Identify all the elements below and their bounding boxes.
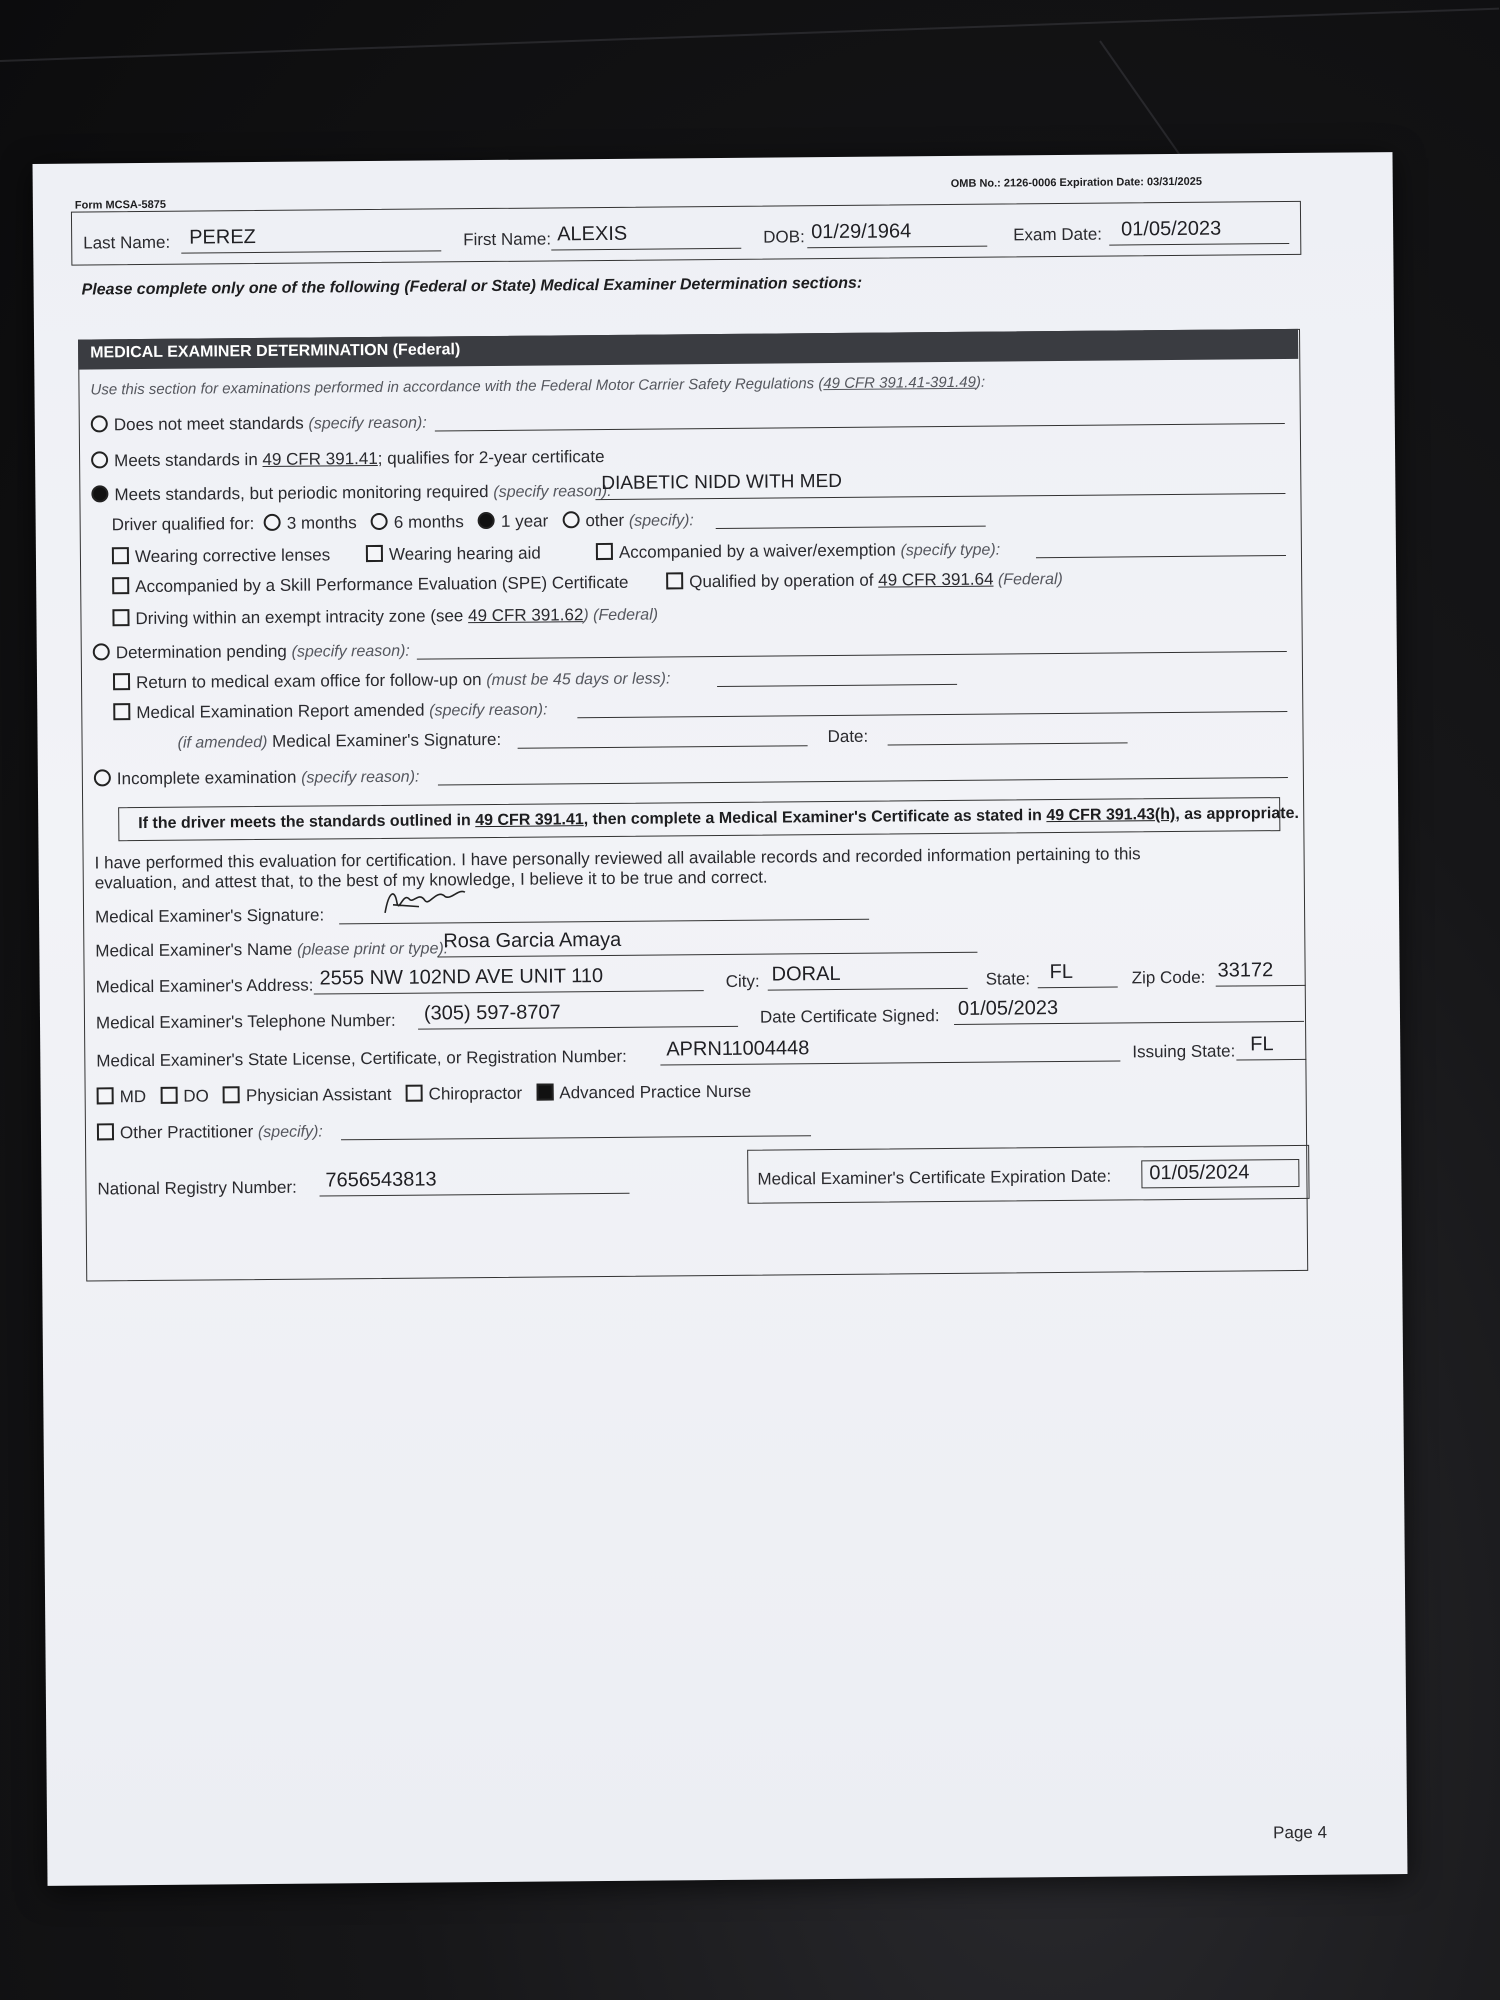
opt-pending[interactable] bbox=[93, 641, 410, 664]
type-other: Other Practitioner bbox=[119, 1122, 254, 1143]
page-number: Page 4 bbox=[1273, 1822, 1328, 1843]
notice-b: , then complete a Medical Examiner's Certificate as stated in bbox=[583, 807, 1047, 829]
attest-line-2: evaluation, and attest that, to the best of my knowledge, I believe it to be true and correct. bbox=[94, 867, 768, 893]
type-chiro: Chiropractor bbox=[428, 1083, 523, 1104]
instruction-text: Please complete only one of the following (Federal or State) Medical Examiner Determination sections: bbox=[81, 274, 863, 299]
name-hint: (please print or type): bbox=[296, 940, 449, 959]
examiner-signature bbox=[379, 882, 469, 923]
issuing-value[interactable]: FL bbox=[1250, 1033, 1274, 1056]
opt-periodic-label: Meets standards, but periodic monitoring required bbox=[114, 481, 489, 505]
radio-icon[interactable] bbox=[93, 643, 110, 660]
phone-label: Medical Examiner's Telephone Number: bbox=[95, 1010, 396, 1033]
checkbox-icon[interactable] bbox=[596, 543, 613, 560]
form-id: Form MCSA-5875 bbox=[74, 198, 167, 212]
radio-selected-icon[interactable] bbox=[91, 485, 108, 502]
notice-c: , as appropriate. bbox=[1175, 804, 1299, 824]
opt-not-meet[interactable] bbox=[91, 413, 427, 436]
address-label: Medical Examiner's Address: bbox=[95, 975, 314, 997]
checkbox-icon[interactable] bbox=[223, 1086, 240, 1103]
federal-note: (Federal) bbox=[993, 570, 1063, 589]
checkbox-icon[interactable] bbox=[97, 1123, 114, 1140]
cfr-link[interactable]: 49 CFR 391.41 bbox=[262, 448, 378, 469]
form-page bbox=[33, 152, 1408, 1886]
q-3-months: 3 months bbox=[286, 513, 357, 533]
issuing-label: Issuing State: bbox=[1132, 1041, 1236, 1062]
license-value[interactable]: APRN11004448 bbox=[666, 1037, 810, 1061]
cfr-link[interactable]: 49 CFR 391.41 bbox=[475, 811, 584, 830]
zip-value[interactable]: 33172 bbox=[1217, 959, 1274, 982]
type-md: MD bbox=[119, 1087, 147, 1107]
amended-date-label: Date: bbox=[827, 726, 869, 747]
radio-icon[interactable] bbox=[91, 451, 108, 468]
checkbox-icon[interactable] bbox=[160, 1087, 177, 1104]
intracity-label: Driving within an exempt intracity zone (see bbox=[135, 606, 469, 629]
must-45: (must be 45 days or less): bbox=[486, 670, 671, 690]
q-6-months: 6 months bbox=[393, 512, 464, 532]
cfr-link[interactable]: 49 CFR 391.41-391.49 bbox=[823, 373, 976, 393]
state-value[interactable]: FL bbox=[1049, 960, 1074, 984]
specify-reason: (specify reason): bbox=[308, 414, 427, 433]
type-apn: Advanced Practice Nurse bbox=[559, 1081, 752, 1103]
radio-selected-icon[interactable] bbox=[478, 512, 495, 529]
last-name-label: Last Name: bbox=[83, 232, 171, 253]
omb-number: OMB No.: 2126-0006 Expiration Date: 03/31/2025 bbox=[950, 175, 1203, 190]
radio-icon[interactable] bbox=[371, 513, 388, 530]
section-header: MEDICAL EXAMINER DETERMINATION (Federal) bbox=[90, 341, 461, 362]
checkbox-icon[interactable] bbox=[97, 1087, 114, 1104]
incomplete-label: Incomplete examination bbox=[116, 767, 297, 789]
exam-date-value[interactable]: 01/05/2023 bbox=[1121, 217, 1222, 241]
check-amended[interactable] bbox=[113, 699, 547, 723]
check-lenses[interactable] bbox=[112, 545, 330, 567]
license-label: Medical Examiner's State License, Certificate, or Registration Number: bbox=[96, 1046, 627, 1071]
checkbox-icon[interactable] bbox=[112, 609, 129, 626]
checkbox-icon[interactable] bbox=[113, 673, 130, 690]
specify-reason: (specify reason): bbox=[493, 482, 612, 501]
specify: (specify): bbox=[257, 1123, 323, 1142]
specify: (specify): bbox=[628, 512, 694, 530]
specify-reason: (specify reason): bbox=[301, 768, 420, 787]
examiner-name-row bbox=[95, 938, 448, 961]
use-text: Use this section for examinations performed in accordance with the Federal Motor Carrier Safety Regulations ( bbox=[90, 375, 824, 399]
checkbox-icon[interactable] bbox=[406, 1085, 423, 1102]
amended-label: Medical Examination Report amended bbox=[136, 700, 425, 723]
radio-icon[interactable] bbox=[264, 514, 281, 531]
dob-label: DOB: bbox=[763, 227, 805, 247]
periodic-reason-value[interactable]: DIABETIC NIDD WITH MED bbox=[601, 470, 843, 495]
spe-label: Accompanied by a Skill Performance Evaluation (SPE) Certificate bbox=[135, 572, 629, 597]
first-name-value[interactable]: ALEXIS bbox=[557, 222, 628, 246]
examiner-sig-label: Medical Examiner's Signature: bbox=[95, 905, 325, 927]
checkbox-icon[interactable] bbox=[112, 547, 129, 564]
examiner-name-label: Medical Examiner's Name bbox=[95, 939, 293, 961]
opt-meets-label: Meets standards in bbox=[114, 449, 263, 471]
city-value[interactable]: DORAL bbox=[771, 962, 841, 986]
qualified-label: Qualified by operation of bbox=[689, 570, 879, 592]
checkbox-checked-icon[interactable] bbox=[536, 1083, 553, 1100]
checkbox-icon[interactable] bbox=[666, 572, 683, 589]
zip-label: Zip Code: bbox=[1131, 967, 1206, 988]
cfr-link[interactable]: 49 CFR 391.43(h) bbox=[1046, 806, 1176, 825]
opt-meets-tail: ; qualifies for 2-year certificate bbox=[377, 446, 605, 468]
phone-value[interactable]: (305) 597-8707 bbox=[423, 1001, 561, 1025]
amended-sig-row bbox=[177, 730, 501, 753]
lenses-label: Wearing corrective lenses bbox=[134, 545, 331, 567]
cfr-link[interactable]: 49 CFR 391.62 bbox=[467, 605, 584, 626]
first-name-label: First Name: bbox=[463, 229, 552, 250]
attest-line-1: I have performed this evaluation for certification. I have personally reviewed all available records and recorded information pertaining to this bbox=[94, 844, 1141, 873]
registry-label: National Registry Number: bbox=[97, 1177, 297, 1199]
checkbox-icon[interactable] bbox=[112, 577, 129, 594]
check-qualified[interactable] bbox=[666, 569, 1063, 592]
pending-label: Determination pending bbox=[115, 641, 287, 663]
specify-type: (specify type): bbox=[900, 541, 1001, 560]
notice-a: If the driver meets the standards outlined in bbox=[138, 812, 476, 833]
qualified-for-label: Driver qualified for: bbox=[111, 514, 255, 535]
expiration-label: Medical Examiner's Certificate Expiration Date: bbox=[757, 1166, 1112, 1189]
examiner-name-value[interactable]: Rosa Garcia Amaya bbox=[443, 928, 622, 953]
use-end: ): bbox=[975, 373, 986, 391]
type-do: DO bbox=[183, 1086, 209, 1106]
exam-date-label: Exam Date: bbox=[1013, 224, 1103, 245]
amended-sig-label: Medical Examiner's Signature: bbox=[272, 729, 502, 751]
radio-icon[interactable] bbox=[91, 415, 108, 432]
radio-icon[interactable] bbox=[94, 769, 111, 786]
specify-reason: (specify reason): bbox=[429, 701, 548, 720]
if-amended: (if amended) bbox=[177, 733, 268, 752]
check-hearing[interactable] bbox=[366, 544, 541, 566]
registry-value[interactable]: 7656543813 bbox=[325, 1168, 437, 1192]
specify-reason: (specify reason): bbox=[291, 642, 410, 661]
hearing-label: Wearing hearing aid bbox=[388, 543, 541, 564]
cfr-link[interactable]: 49 CFR 391.64 bbox=[878, 569, 994, 590]
waiver-label: Accompanied by a waiver/exemption bbox=[618, 540, 896, 562]
state-label: State: bbox=[985, 969, 1031, 989]
last-name-value[interactable]: PEREZ bbox=[189, 226, 256, 249]
opt-incomplete[interactable] bbox=[94, 767, 420, 790]
federal-note: ) (Federal) bbox=[583, 606, 659, 625]
checkbox-icon[interactable] bbox=[113, 703, 130, 720]
other-practitioner-row[interactable] bbox=[97, 1121, 323, 1143]
address-value[interactable]: 2555 NW 102ND AVE UNIT 110 bbox=[319, 965, 604, 990]
checkbox-icon[interactable] bbox=[366, 545, 383, 562]
date-signed-value[interactable]: 01/05/2023 bbox=[957, 997, 1059, 1020]
city-label: City: bbox=[725, 971, 760, 991]
check-waiver[interactable] bbox=[596, 540, 1000, 564]
dob-value[interactable]: 01/29/1964 bbox=[811, 220, 912, 244]
type-pa: Physician Assistant bbox=[245, 1084, 392, 1106]
radio-icon[interactable] bbox=[562, 511, 579, 528]
return-label: Return to medical exam office for follow-up on bbox=[135, 670, 482, 693]
q-1-year: 1 year bbox=[500, 511, 549, 531]
opt-not-meet-label: Does not meet standards bbox=[113, 413, 304, 435]
background-seam bbox=[0, 8, 1499, 62]
date-signed-label: Date Certificate Signed: bbox=[759, 1006, 940, 1027]
q-other: other bbox=[585, 510, 625, 531]
expiration-value[interactable]: 01/05/2024 bbox=[1149, 1161, 1250, 1185]
